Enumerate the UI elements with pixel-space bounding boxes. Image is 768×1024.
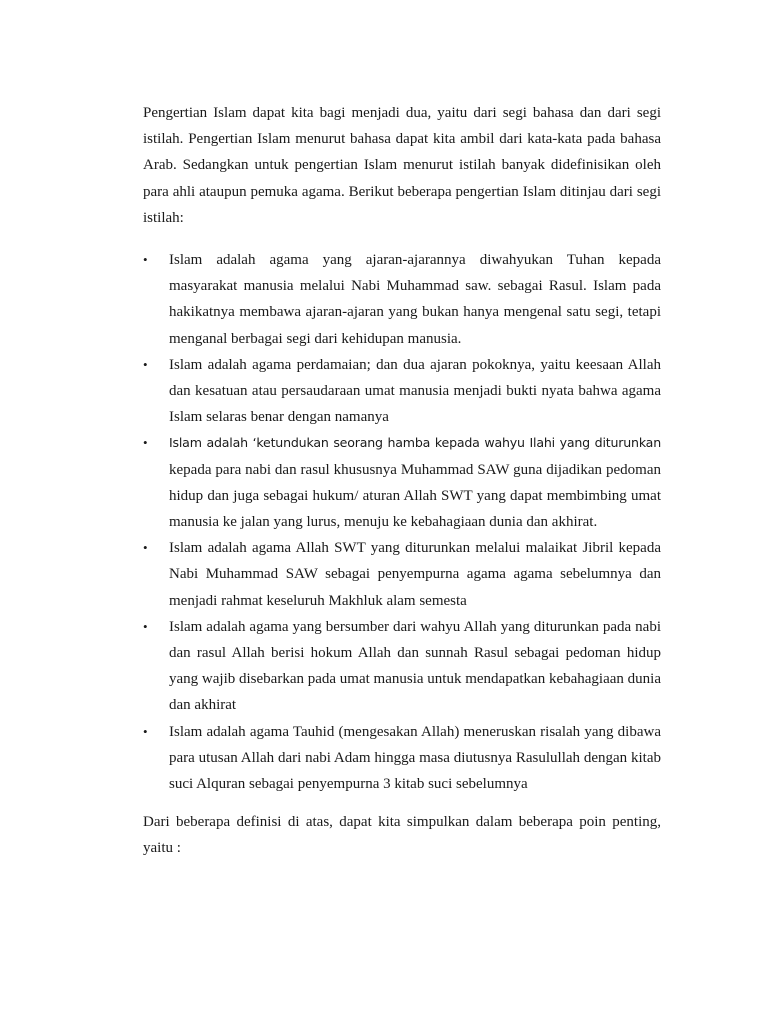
bullet-icon: • [143,435,148,451]
bullet-icon: • [143,356,148,372]
bullet-icon: • [143,540,148,556]
bullet-icon: • [143,723,148,739]
list-item-text: Islam adalah agama Allah SWT yang diturunkan melalui malaikat Jibril kepada Nabi Muhammad SAW sebagai penyempurna agama agama sebelumnya dan menjadi rahmat keseluruh Makhluk alam semesta [169,540,661,609]
definition-list [143,247,661,797]
list-item [143,719,661,798]
intro-paragraph: Pengertian Islam dapat kita bagi menjadi dua, yaitu dari segi bahasa dan dari segi istilah. Pengertian Islam menurut bahasa dapat kita ambil dari kata-kata pada bahasa Arab. Sedangkan untuk pengertian Islam menurut istilah banyak didefinisikan oleh para ahli ataupun pemuka agama. Berikut beberapa pengertian Islam ditinjau dari segi istilah: [143,105,661,226]
list-item-text: Islam adalah agama Tauhid (mengesakan Allah) meneruskan risalah yang dibawa para utusan Allah dari nabi Adam hingga masa diutusnya Rasulullah dengan kitab suci Alquran sebagai penyempurna 3 kitab suci sebelumnya [169,723,661,793]
list-item-text [169,435,661,530]
list-item [143,352,661,431]
bullet-icon: • [143,618,148,634]
document-page [143,100,661,862]
list-item [143,247,661,352]
bullet-icon: • [143,252,148,268]
conclusion-paragraph: Dari beberapa definisi di atas, dapat kita simpulkan dalam beberapa poin penting, yaitu : [143,814,661,857]
list-item-text: Islam adalah agama yang bersumber dari wahyu Allah yang diturunkan pada nabi dan rasul Allah berisi hokum Allah dan sunnah Rasul sebagai pedoman hidup yang wajib disebarkan pada umat manusia untuk mendapatkan kebahagiaan dunia dan akhirat [169,618,661,714]
list-item-text: Islam adalah agama perdamaian; dan dua ajaran pokoknya, yaitu keesaan Allah dan kesatuan atau persaudaraan umat manusia menjadi bukti nyata bahwa agama Islam selaras benar dengan namanya [169,356,661,426]
list-item-text: Islam adalah agama yang ajaran-ajarannya diwahyukan Tuhan kepada masyarakat manusia melalui Nabi Muhammad saw. sebagai Rasul. Islam pada hakikatnya membawa ajaran-ajaran yang bukan hanya mengenal satu segi, tetapi menganal berbagai segi dari kehidupan manusia. [169,252,661,347]
list-item [143,614,661,719]
list-item [143,535,661,614]
list-item-lead-text: Islam adalah ‘ketundukan seorang hamba kepada wahyu Ilahi yang diturunkan [169,435,661,451]
list-item-rest-text: kepada para nabi dan rasul khususnya Muhammad SAW guna dijadikan pedoman hidup dan juga sebagai hukum/ aturan Allah SWT yang dapat membimbing umat manusia ke jalan yang lurus, menuju ke kebahagiaan dunia dan akhirat. [169,461,661,531]
list-item [143,430,661,535]
